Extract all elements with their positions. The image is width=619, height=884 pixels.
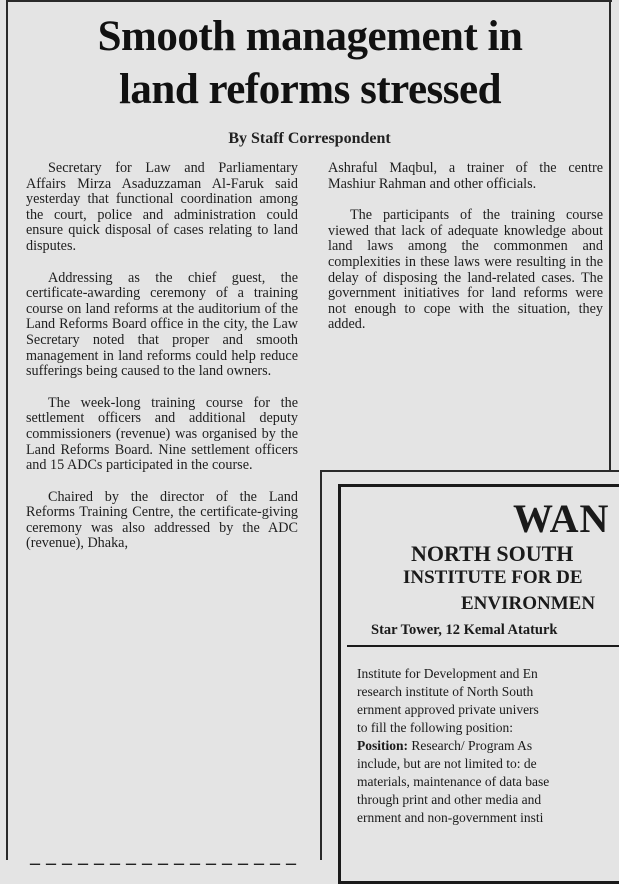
ad-body-line: Institute for Development and En (357, 666, 538, 681)
article-column-1 (26, 161, 298, 568)
article-paragraph: The participants of the training course viewed that lack of adequate knowledge about land laws among the commonmen and complexities in these laws were resulting in the delay of disposing the land-related cases. The government initiatives for land reforms were not enough to cope with the situation, they added. (328, 207, 603, 333)
ad-org-line-3: ENVIRONMEN (461, 593, 596, 614)
article-column-2 (328, 161, 603, 349)
ad-section-rule-left (320, 470, 322, 860)
right-column-rule (609, 0, 611, 470)
article-byline: By Staff Correspondent (228, 130, 391, 147)
ad-body-line: research institute of North South (357, 684, 534, 699)
ad-body-text (357, 665, 619, 827)
article-paragraph: Addressing as the chief guest, the certificate-awarding ceremony of a training course on land reforms at the auditorium of the Land Reforms Board office in the city, the Law Secretary noted that proper and smooth management in land reforms could help reduce sufferings being caused to the land owners. (26, 269, 298, 380)
ad-body-line: ernment approved private univers (357, 702, 539, 717)
left-column-rule (6, 0, 8, 860)
headline-line-2: land reforms stressed (118, 66, 502, 113)
article-headline (14, 10, 606, 116)
ad-section-rule-top (320, 470, 619, 472)
ad-divider (347, 645, 619, 647)
ad-position-value: Research/ Program As (408, 738, 533, 753)
article-paragraph: Secretary for Law and Parliamentary Affairs Mirza Asaduzzaman Al-Faruk said yesterday that functional coordination among the court, police and administration could ensure quick disposal of cases relating to land disputes. (26, 160, 298, 254)
article-paragraph: Chaired by the director of the Land Reforms Training Centre, the certificate-giving ceremony was also addressed by the ADC (revenue), Dhaka, (26, 488, 298, 552)
ad-address: Star Tower, 12 Kemal Ataturk (371, 622, 558, 638)
ad-body-line: materials, maintenance of data base (357, 774, 550, 789)
ad-body-line: to fill the following position: (357, 720, 513, 735)
article-paragraph: Ashraful Maqbul, a trainer of the centre Mashiur Rahman and other officials. (328, 160, 603, 192)
article-paragraph: The week-long training course for the settlement officers and additional deputy commissioners (revenue) was organised by the Land Reforms Board. Nine settlement officers and 15 ADCs participated in the course. (26, 394, 298, 474)
ad-position-label: Position: (357, 738, 409, 753)
bottom-dashed-border: ‒‒‒‒‒‒‒‒‒‒‒‒‒‒‒‒‒ (30, 852, 302, 874)
ad-body-line: ernment and non-government insti (357, 810, 544, 825)
ad-body-line: include, but are not limited to: de (357, 756, 537, 771)
ad-body-line: through print and other media and (357, 792, 542, 807)
ad-org-line-2: INSTITUTE FOR DE (403, 567, 583, 588)
ad-position-line (357, 737, 619, 755)
ad-title: WAN (513, 496, 610, 541)
job-advertisement (338, 484, 619, 884)
top-border-rule (6, 0, 612, 2)
ad-org-line-1: NORTH SOUTH (411, 541, 574, 566)
headline-line-1: Smooth management in (97, 13, 523, 60)
